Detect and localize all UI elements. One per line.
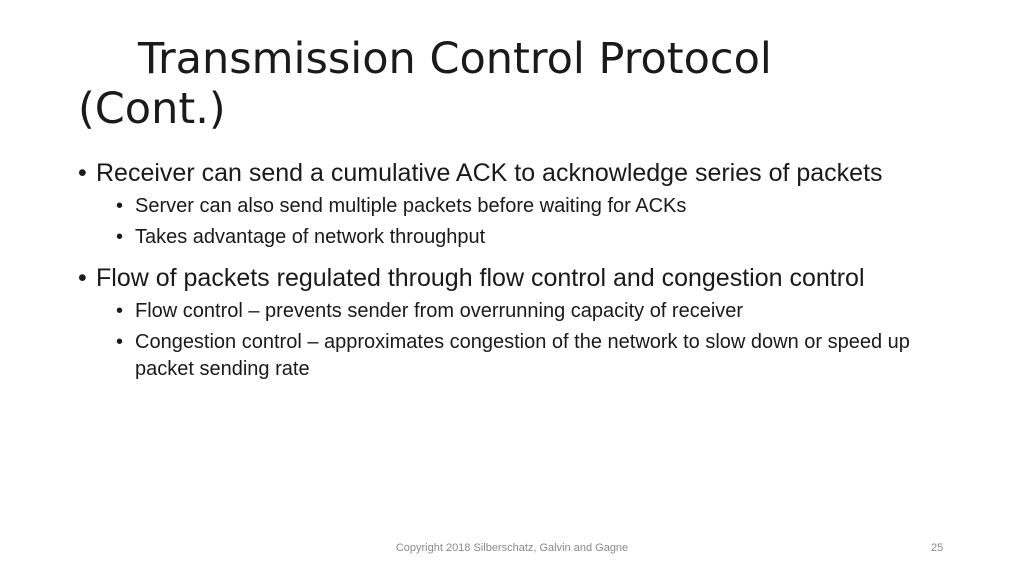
footer-copyright: Copyright 2018 Silberschatz, Galvin and Gagne bbox=[395, 542, 629, 554]
bullet-dot-icon: • bbox=[78, 159, 87, 187]
bullet-text: Flow of packets regulated through flow control and congestion control bbox=[96, 264, 865, 292]
footer-page-number: 25 bbox=[931, 542, 944, 554]
bullet-item bbox=[78, 158, 958, 189]
bullet-dot-icon: • bbox=[116, 195, 124, 217]
sub-bullet-text: Congestion control – approximates congestion of the network to slow down or speed up packet sending rate bbox=[135, 331, 910, 380]
bullet-item bbox=[78, 263, 958, 294]
sub-bullet-item bbox=[116, 298, 958, 325]
slide-body bbox=[78, 158, 958, 383]
bullet-dot-icon: • bbox=[116, 331, 124, 353]
slide-title-line-2: (Cont.) bbox=[78, 84, 226, 134]
sub-bullet-item bbox=[116, 329, 958, 383]
sub-bullet-text: Takes advantage of network throughput bbox=[135, 226, 486, 248]
bullet-dot-icon: • bbox=[78, 264, 87, 292]
bullet-dot-icon: • bbox=[116, 226, 124, 248]
sub-bullet-item bbox=[116, 193, 958, 220]
sub-bullet-text: Server can also send multiple packets before waiting for ACKs bbox=[135, 195, 687, 217]
slide-title bbox=[78, 34, 958, 134]
slide-title-line-1: Transmission Control Protocol bbox=[138, 34, 772, 84]
bullet-text: Receiver can send a cumulative ACK to acknowledge series of packets bbox=[96, 159, 883, 187]
sub-bullet-text: Flow control – prevents sender from overrunning capacity of receiver bbox=[135, 300, 744, 322]
sub-bullet-item bbox=[116, 224, 958, 251]
bullet-dot-icon: • bbox=[116, 300, 124, 322]
